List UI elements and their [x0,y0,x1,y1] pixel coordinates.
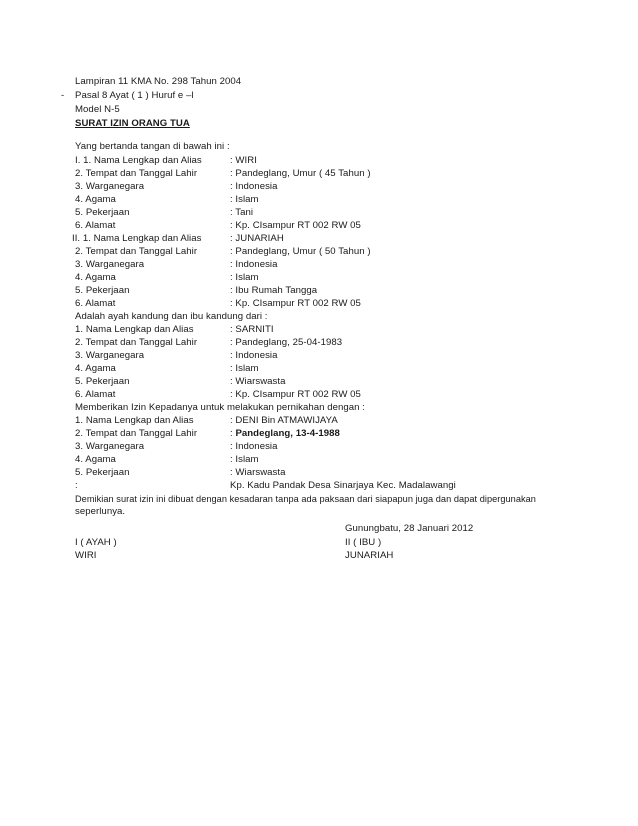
child-label-birth: 2. Tempat dan Tanggal Lahir [75,337,198,348]
header-line-pasal: Pasal 8 Ayat ( 1 ) Huruf e –l [75,90,194,101]
groom-value-name: : DENI Bin ATMAWIJAYA [230,415,338,426]
signature-left-role: I ( AYAH ) [75,537,117,548]
child-label-citizenship: 3. Warganegara [75,350,145,361]
father-value-address: : Kp. CIsampur RT 002 RW 05 [230,220,361,231]
signature-right-role: II ( IBU ) [345,537,382,548]
groom-label-religion: 4. Agama [75,454,116,465]
closing-text-line1: Demikian surat izin ini dibuat dengan kesadaran tanpa ada paksaan dari siapapun juga dan dapat dipergunakan [75,494,536,504]
father-label-job: 5. Pekerjaan [75,207,130,218]
child-value-job: : Wiarswasta [230,376,286,387]
father-label-address: 6. Alamat [75,220,116,231]
signature-left-name: WIRI [75,550,97,561]
header-line-model: Model N-5 [75,104,120,115]
child-value-address: : Kp. CIsampur RT 002 RW 05 [230,389,361,400]
father-label-religion: 4. Agama [75,194,116,205]
child-value-name: : SARNITI [230,324,274,335]
mother-value-address: : Kp. CIsampur RT 002 RW 05 [230,298,361,309]
mother-label-name: II. 1. Nama Lengkap dan Alias [72,233,202,244]
father-label-birth: 2. Tempat dan Tanggal Lahir [75,168,198,179]
mother-value-citizenship: : Indonesia [230,259,278,270]
child-intro: Adalah ayah kandung dan ibu kandung dari : [75,311,268,322]
child-label-name: 1. Nama Lengkap dan Alias [75,324,194,335]
mother-value-job: : Ibu Rumah Tangga [230,285,318,296]
father-value-religion: : Islam [230,194,259,205]
mother-label-citizenship: 3. Warganegara [75,259,145,270]
father-label-citizenship: 3. Warganegara [75,181,145,192]
child-value-religion: : Islam [230,363,259,374]
closing-text-line2: seperlunya. [75,506,126,517]
groom-value-address: Kp. Kadu Pandak Desa Sinarjaya Kec. Madalawangi [230,480,456,491]
mother-label-birth: 2. Tempat dan Tanggal Lahir [75,246,198,257]
mother-label-job: 5. Pekerjaan [75,285,130,296]
groom-label-name: 1. Nama Lengkap dan Alias [75,415,194,426]
father-value-birth: : Pandeglang, Umur ( 45 Tahun ) [230,168,371,179]
permission-intro: Memberikan Izin Kepadanya untuk melakukan pernikahan dengan : [75,402,365,413]
groom-value-job: : Wiarswasta [230,467,286,478]
child-label-job: 5. Pekerjaan [75,376,130,387]
mother-label-religion: 4. Agama [75,272,116,283]
father-value-name: : WIRI [230,155,257,166]
child-value-citizenship: : Indonesia [230,350,278,361]
document-title: SURAT IZIN ORANG TUA [75,118,190,129]
groom-label-citizenship: 3. Warganegara [75,441,145,452]
mother-value-religion: : Islam [230,272,259,283]
intro-text: Yang bertanda tangan di bawah ini : [75,141,230,152]
father-value-job: : Tani [230,207,254,218]
father-value-citizenship: : Indonesia [230,181,278,192]
child-label-religion: 4. Agama [75,363,116,374]
groom-label-job: 5. Pekerjaan [75,467,130,478]
mother-value-name: : JUNARIAH [230,233,284,244]
groom-value-birth-bold: Pandeglang, 13-4-1988 [235,428,340,439]
child-label-address: 6. Alamat [75,389,116,400]
signature-place-date: Gunungbatu, 28 Januari 2012 [345,523,474,534]
groom-value-citizenship: : Indonesia [230,441,278,452]
header-dash: - [61,90,65,101]
groom-value-birth-colon: : [230,428,236,439]
mother-value-birth: : Pandeglang, Umur ( 50 Tahun ) [230,246,371,257]
groom-label-birth: 2. Tempat dan Tanggal Lahir [75,428,198,439]
groom-value-religion: : Islam [230,454,259,465]
groom-label-address: : [75,480,78,491]
mother-label-address: 6. Alamat [75,298,116,309]
father-label-name: I. 1. Nama Lengkap dan Alias [75,155,202,166]
signature-right-name: JUNARIAH [345,550,394,561]
header-line-lampiran: Lampiran 11 KMA No. 298 Tahun 2004 [75,76,242,87]
groom-value-birth [230,428,340,440]
child-value-birth: : Pandeglang, 25-04-1983 [230,337,343,348]
